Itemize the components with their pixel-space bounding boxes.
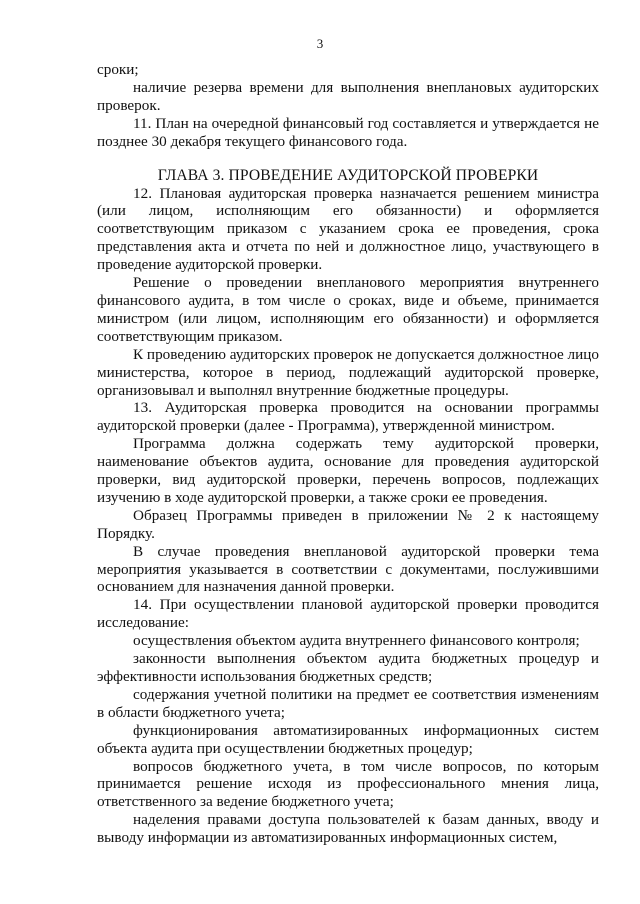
paragraph: законности выполнения объектом аудита бюджетных процедур и эффективности использования бюджетных средств; bbox=[97, 650, 599, 685]
paragraph: Решение о проведении внепланового мероприятия внутреннего финансового аудита, в том числе о сроках, виде и объеме, принимается министром (или лицом, исполняющим его обязанности) и оформляется соответствующим приказом. bbox=[97, 274, 599, 345]
paragraph: вопросов бюджетного учета, в том числе вопросов, по которым принимается решение исходя из профессионального мнения лица, ответственного за ведение бюджетного учета; bbox=[97, 757, 599, 811]
paragraph: содержания учетной политики на предмет ее соответствия изменениям в области бюджетного учета; bbox=[97, 685, 599, 721]
paragraphs-before-heading bbox=[97, 61, 599, 151]
paragraph: наделения правами доступа пользователей к базам данных, вводу и выводу информации из автоматизированных информационных систем, bbox=[97, 811, 599, 847]
page-number: 3 bbox=[316, 36, 324, 51]
paragraph: осуществления объектом аудита внутреннего финансового контроля; bbox=[133, 632, 580, 650]
paragraph: В случае проведения внеплановой аудиторской проверки тема мероприятия указывается в соответствии с документами, послужившими основанием для назначения данной проверки. bbox=[97, 542, 599, 596]
paragraph: Программа должна содержать тему аудиторской проверки, наименование объектов аудита, основание для проведения аудиторской проверки, вид аудиторской проверки, перечень вопросов, подлежащих изучению в ходе аудиторской проверки, а также сроки ее проведения. bbox=[97, 435, 599, 506]
paragraph: Образец Программы приведен в приложении № 2 к настоящему Порядку. bbox=[97, 506, 599, 542]
chapter-heading: ГЛАВА 3. ПРОВЕДЕНИЕ АУДИТОРСКОЙ ПРОВЕРКИ bbox=[157, 166, 539, 184]
paragraph: 11. План на очередной финансовый год составляется и утверждается не позднее 30 декабря текущего финансового года. bbox=[97, 114, 599, 150]
paragraph: сроки; bbox=[97, 61, 139, 78]
paragraph: 14. При осуществлении плановой аудиторской проверки проводится исследование: bbox=[97, 596, 599, 632]
paragraph: 13. Аудиторская проверка проводится на основании программы аудиторской проверки (далее - Программа), утвержденной министром. bbox=[97, 399, 599, 435]
paragraph: 12. Плановая аудиторская проверка назначается решением министра (или лицом, исполняющим его обязанности) и оформляется соответствующим приказом с указанием срока ее проведения, срока представления акта и отчета по ней и должностное лицо, участвующего в проведение аудиторской проверки. bbox=[97, 184, 599, 274]
paragraph: К проведению аудиторских проверок не допускается должностное лицо министерства, которое в период, подлежащий аудиторской проверке, организовывал и выполнял внутренние бюджетные процедуры. bbox=[97, 345, 599, 399]
paragraph: наличие резерва времени для выполнения внеплановых аудиторских проверок. bbox=[97, 78, 599, 114]
paragraph: функционирования автоматизированных информационных систем объекта аудита при осуществлении бюджетных процедур; bbox=[97, 721, 599, 757]
document-body bbox=[97, 61, 599, 847]
paragraphs-after-heading bbox=[97, 185, 599, 848]
